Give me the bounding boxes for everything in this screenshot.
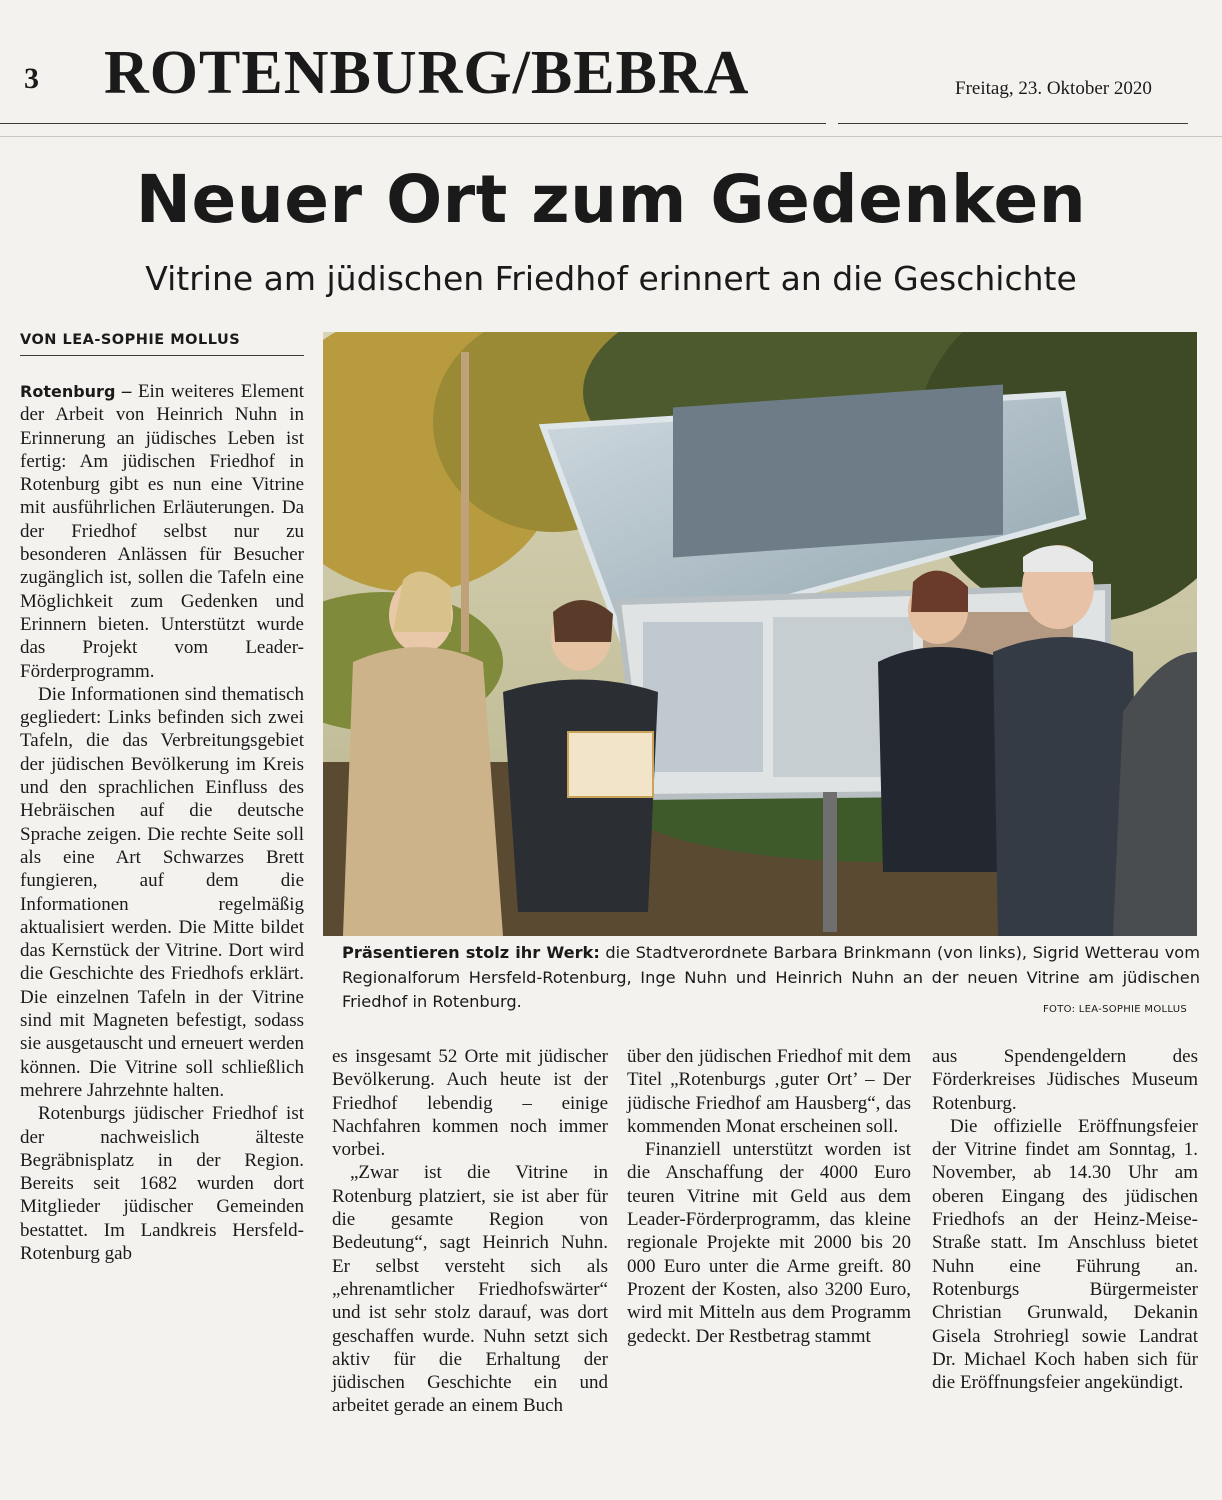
photo-illustration [323, 332, 1197, 936]
article-headline: Neuer Ort zum Gedenken [135, 161, 1087, 238]
masthead-rule-left [0, 123, 826, 124]
byline: VON LEA-SOPHIE MOLLUS [20, 332, 241, 348]
page-edge-rule [0, 136, 1222, 137]
paragraph: aus Spendengeldern des Förderkreises Jüdisches Museum Rotenburg. [932, 1046, 1198, 1114]
article-column-3 [627, 1045, 911, 1348]
paragraph: Rotenburgs jüdischer Friedhof ist der nachweislich älteste Begräbnisplatz in der Region. Bereits seit 1682 wurden dort Mitglieder jüdischer Gemeinden bestattet. Im Landkreis Hersfeld-Rotenburg gab [20, 1103, 304, 1264]
paragraph: Rotenburg – Ein weiteres Element der Arbeit von Heinrich Nuhn in Erinnerung an jüdisches Leben ist fertig: Am jüdischen Friedhof in Rotenburg gibt es nun eine Vitrine mit ausführlichen Erläuterungen. Da der Friedhof selbst nur zu besonderen Anlässen für Besucher zugänglich ist, sollen die Tafeln eine Möglichkeit zum Gedenken und Erinnern bieten. Unterstützt wurde das Projekt vom Leader-Förderprogramm. [20, 381, 305, 682]
photo-credit: FOTO: LEA-SOPHIE MOLLUS [1043, 1004, 1188, 1015]
article-column-4 [932, 1045, 1198, 1394]
article-column-1 [20, 380, 304, 1265]
paragraph: es insgesamt 52 Orte mit jüdischer Bevölkerung. Auch heute ist der Friedhof lebendig – einige Nachfahren kommen noch immer vorbei. [332, 1046, 608, 1161]
publication-date: Freitag, 23. Oktober 2020 [955, 78, 1152, 99]
byline-rule [20, 355, 304, 356]
paragraph: „Zwar ist die Vitrine in Rotenburg platziert, sie ist aber für die gesamte Region von Bedeutung“, sagt Heinrich Nuhn. Er selbst versteht sich als „ehrenamtlicher Friedhofswärter“ und ist sehr stolz darauf, was dort geschaffen wurde. Nuhn setzt sich aktiv für die Erhaltung der jüdischen Geschichte ein und arbeitet gerade an einem Buch [332, 1162, 608, 1417]
paragraph: über den jüdischen Friedhof mit dem Titel „Rotenburgs ‚guter Ort’ – Der jüdische Friedhof am Hausberg“, das kommenden Monat erscheinen soll. [627, 1046, 911, 1137]
caption-text: die Stadtverordnete Barbara Brinkmann (von links), Sigrid Wetterau vom Regionalforum Hersfeld-Rotenburg, Inge Nuhn und Heinrich Nuhn an der neuen Vitrine am jüdischen Friedhof in Rotenburg. [342, 943, 1200, 1011]
article-column-2 [332, 1045, 608, 1418]
paragraph: Die offizielle Eröffnungsfeier der Vitrine findet am Sonntag, 1. November, ab 14.30 Uhr am oberen Eingang des jüdischen Friedhofs an der Heinz-Meise-Straße statt. Im Anschluss bietet Nuhn eine Führung an. Rotenburgs Bürgermeister Christian Grunwald, Dekanin Gisela Strohriegl sowie Landrat Dr. Michael Koch haben sich für die Eröffnungsfeier angekündigt. [932, 1115, 1198, 1394]
article-subheadline: Vitrine am jüdischen Friedhof erinnert an die Geschichte [145, 259, 1077, 298]
page-number: 3 [24, 62, 39, 95]
paragraph: Finanziell unterstützt worden ist die Anschaffung der 4000 Euro teuren Vitrine mit Geld aus dem Leader-Förderprogramm, das kleine regionale Projekte mit 2000 bis 20 000 Euro unter die Arme greift. 80 Prozent der Kosten, also 3200 Euro, wird mit Mitteln aus dem Programm gedeckt. Der Restbetrag stammt [627, 1139, 911, 1347]
section-title: ROTENBURG/BEBRA [104, 39, 750, 107]
article-photo [323, 332, 1197, 936]
dateline: Rotenburg [20, 382, 116, 401]
paragraph: Die Informationen sind thematisch gegliedert: Links befinden sich zwei Tafeln, die das Verbreitungsgebiet der jüdischen Bevölkerung im Kreis und den sprachlichen Einfluss des Hebräischen auf die deutsche Sprache zeigen. Die rechte Seite soll als eine Art Schwarzes Brett fungieren, auf dem die Informationen regelmäßig aktualisiert werden. Die Mitte bildet das Kernstück der Vitrine. Dort wird die Geschichte des Friedhofs erklärt. Die einzelnen Tafeln in der Vitrine sind mit Magneten befestigt, sodass sie ausgetauscht und erneuert werden können. Die Vitrine soll schließlich mehrere Jahrzehnte halten. [20, 683, 304, 1101]
caption-lead: Präsentieren stolz ihr Werk: [342, 943, 600, 962]
masthead-rule-right [838, 123, 1188, 124]
paragraph-text: Ein weiteres Element der Arbeit von Heinrich Nuhn in Erinnerung an jüdisches Leben ist fertig: Am jüdischen Friedhof in Rotenburg gibt es nun eine Vitrine mit ausführlichen Erläuterungen. Da der Friedhof selbst nur zu besonderen Anlässen für Besucher zugänglich ist, sollen die Tafeln eine Möglichkeit zum Gedenken und Erinnern bieten. Unterstützt wurde das Projekt vom Leader-Förderprogramm. [20, 381, 305, 682]
